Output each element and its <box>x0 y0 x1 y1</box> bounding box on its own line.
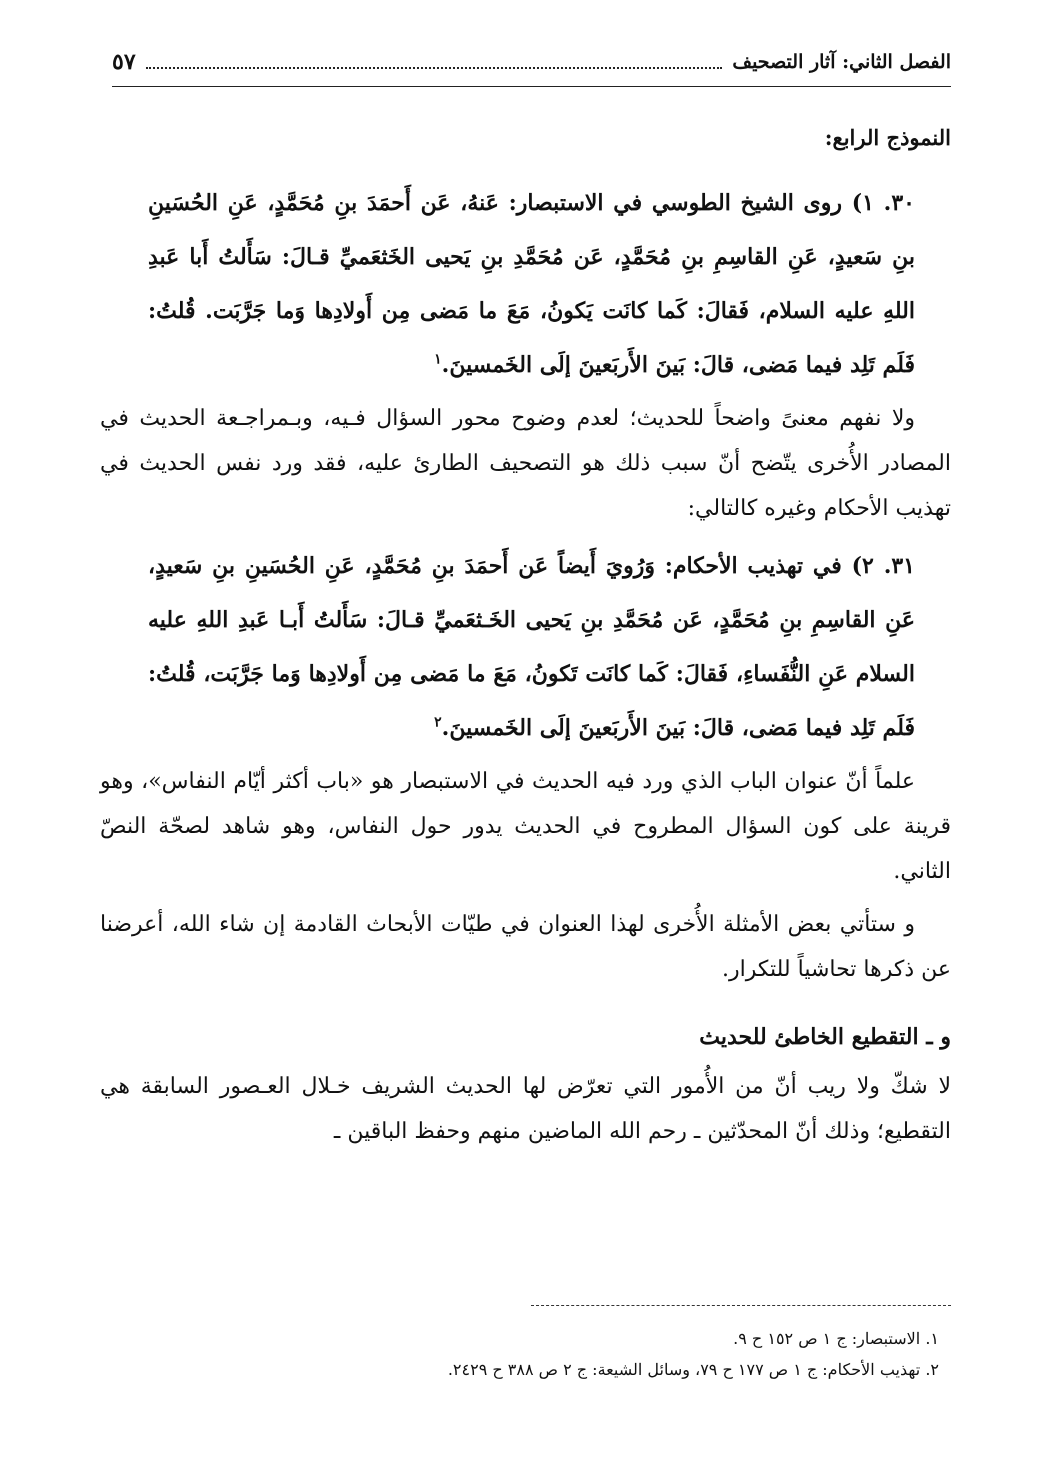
paragraph-1: ولا نفهم معنىً واضحاً للحديث؛ لعدم وضوح محور السؤال فـيه، وبـمراجـعة الحديث في المصادر الأُخرى يتّضح أنّ سبب ذلك هو التصحيف الطارئ عليه، فقد ورد نفس الحديث في تهذيب الأحكام وغيره كالتالي: <box>100 406 951 521</box>
hadith-quote-30 <box>148 176 915 392</box>
paragraph-4: لا شكّ ولا ريب أنّ من الأُمور التي تعرّض لها الحديث الشريف خـلال العـصور السابقة هي التقطيع؛ وذلك أنّ المحدّثين ـ رحم الله الماضين منهم وحفظ الباقين ـ <box>100 1074 951 1144</box>
section-heading: و ـ التقطيع الخاطئ للحديث <box>699 1024 951 1050</box>
page-number: ٥٧ <box>112 49 136 75</box>
model-heading: النموذج الرابع: <box>824 125 951 150</box>
footnote-1: ١. الاستبصار: ج ١ ص ١٥٢ ح ٩. <box>733 1329 939 1348</box>
paragraph-3: و ستأتي بعض الأمثلة الأُخرى لهذا العنوان في طيّات الأبحاث القادمة إن شاء الله، أعرضنا عن ذكرها تحاشياً للتكرار. <box>100 912 951 982</box>
footnote-separator <box>531 1305 951 1306</box>
footnotes <box>100 1323 951 1385</box>
main-text <box>100 118 951 1162</box>
quote-30-text: ٣٠. ١) روى الشيخ الطوسي في الاستبصار: عَنهُ، عَن أَحمَدَ بنِ مُحَمَّدٍ، عَنِ الحُسَينِ بنِ سَعيدٍ، عَنِ القاسِمِ بنِ مُحَمَّدٍ، عَن مُحَمَّدِ بنِ يَحيى الخَثعَميِّ قـالَ: سَأَلتُ أَبا عَبدِ اللهِ عليه السلام، فَقالَ: كَما كانَت يَكونُ، مَعَ ما مَضى مِن أَولادِها وَما جَرَّبَت. قُلتُ: فَلَم تَلِد فيما مَضى، قالَ: بَينَ الأَربَعينَ إلَى الخَمسينَ. <box>148 190 915 378</box>
footnote-ref-2[interactable]: ٢ <box>434 714 442 731</box>
hadith-quote-31 <box>148 539 915 755</box>
running-title: الفصل الثاني: آثار التصحيف <box>732 51 951 73</box>
footnote-ref-1[interactable]: ١ <box>434 351 442 368</box>
paragraph-2: علماً أنّ عنوان الباب الذي ورد فيه الحديث في الاستبصار هو «باب أكثر أيّام النفاس»، وهو قرينة على كون السؤال المطروح في الحديث يدور حول النفاس، وهو شاهد لصحّة النصّ الثاني. <box>100 769 951 884</box>
footnote-2: ٢. تهذيب الأحكام: ج ١ ص ١٧٧ ح ٧٩، وسائل الشيعة: ج ٢ ص ٣٨٨ ح ٢٤٢٩. <box>447 1360 939 1379</box>
header-rule <box>112 86 951 87</box>
running-header <box>112 44 951 80</box>
quote-31-text: ٣١. ٢) في تهذيب الأحكام: وَرُويَ أَيضاً عَن أَحمَدَ بنِ مُحَمَّدٍ، عَنِ الحُسَينِ بنِ سَعيدٍ، عَنِ القاسِمِ بنِ مُحَمَّدٍ، عَن مُحَمَّدِ بنِ يَحيى الخَـثعَميِّ قـالَ: سَأَلتُ أَبـا عَبدِ اللهِ عليه السلام عَنِ النُّفَساءِ، فَقالَ: كَما كانَت تَكونُ، مَعَ ما مَضى مِن أَولادِها وَما جَرَّبَت، قُلتُ: فَلَم تَلِد فيما مَضى، قالَ: بَينَ الأَربَعينَ إلَى الخَمسينَ. <box>148 553 915 741</box>
leader-dots <box>146 67 723 69</box>
